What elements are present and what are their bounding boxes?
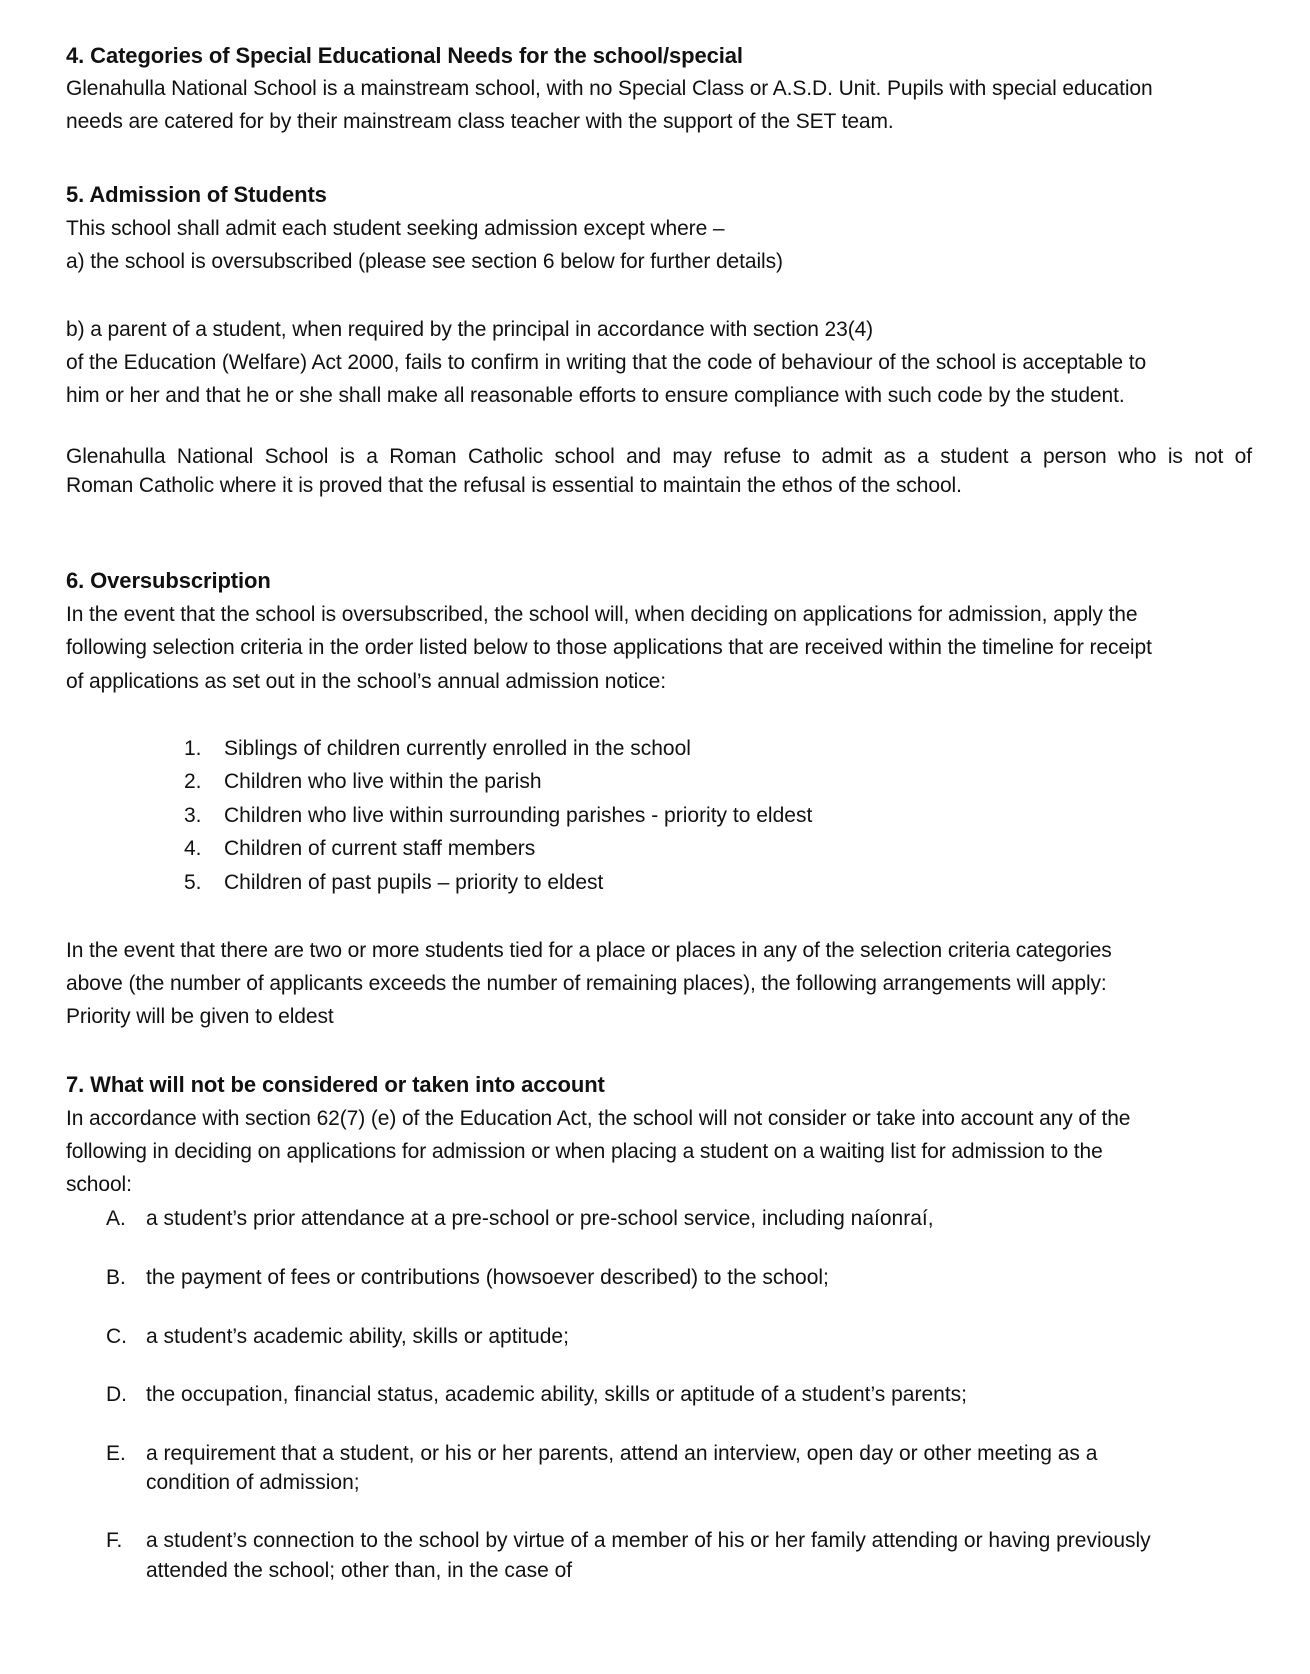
section-6-tie-line-1: In the event that there are two or more students tied for a place or places in any of the selection criteria categories [66,939,1112,962]
section-7-intro-line-1: In accordance with section 62(7) (e) of the Education Act, the school will not consider or take into account any of the [66,1107,1131,1130]
criteria-number: 4. [184,837,202,860]
factor-text: a student’s academic ability, skills or aptitude; [146,1325,569,1348]
factor-letter: F. [106,1529,123,1552]
section-6-intro-line-1: In the event that the school is oversubscribed, the school will, when deciding on applications for admission, apply the [66,603,1138,626]
factor-text-continued: attended the school; other than, in the case of [146,1559,573,1582]
factor-letter: D. [106,1383,127,1406]
section-4-text-line-2: needs are catered for by their mainstream class teacher with the support of the SET team. [66,110,894,133]
factor-letter: B. [106,1266,126,1289]
criteria-text: Children who live within surrounding parishes - priority to eldest [224,804,813,827]
section-7-intro-line-3: school: [66,1173,132,1196]
factor-text: a student’s connection to the school by virtue of a member of his or her family attending or having previously [146,1529,1151,1552]
section-5-item-a: a) the school is oversubscribed (please see section 6 below for further details) [66,250,783,273]
factor-letter: C. [106,1325,127,1348]
section-6-heading: 6. Oversubscription [66,568,271,593]
section-5-intro: This school shall admit each student seeking admission except where – [66,217,725,240]
factor-text: a student’s prior attendance at a pre-school or pre-school service, including naíonraí, [146,1207,934,1230]
criteria-number: 2. [184,770,202,793]
factor-text: the occupation, financial status, academic ability, skills or aptitude of a student’s parents; [146,1383,968,1406]
section-7-intro-line-2: following in deciding on applications for admission or when placing a student on a waiting list for admission to the [66,1140,1103,1163]
criteria-text: Children of current staff members [224,837,536,860]
section-6-tie-line-3: Priority will be given to eldest [66,1005,334,1028]
section-5-catholic-line-1: Glenahulla National School is a Roman Catholic school and may refuse to admit as a student a person who is not of [66,445,1252,468]
criteria-text: Children who live within the parish [224,770,542,793]
factor-text: the payment of fees or contributions (howsoever described) to the school; [146,1266,829,1289]
section-6-tie-line-2: above (the number of applicants exceeds the number of remaining places), the following arrangements will apply: [66,972,1107,995]
criteria-number: 5. [184,871,202,894]
section-6-intro-line-3: of applications as set out in the school’s annual admission notice: [66,670,666,693]
factor-text-continued: condition of admission; [146,1471,360,1494]
section-7-heading: 7. What will not be considered or taken into account [66,1072,605,1097]
criteria-text: Children of past pupils – priority to eldest [224,871,604,894]
criteria-number: 3. [184,804,202,827]
section-5-item-b-line-3: him or her and that he or she shall make all reasonable efforts to ensure compliance with such code by the student. [66,384,1125,407]
section-5-item-b-line-1: b) a parent of a student, when required by the principal in accordance with section 23(4) [66,318,874,341]
section-4-text-line-1: Glenahulla National School is a mainstream school, with no Special Class or A.S.D. Unit. Pupils with special education [66,77,1153,100]
factor-letter: A. [106,1207,126,1230]
criteria-number: 1. [184,737,202,760]
section-5-heading: 5. Admission of Students [66,182,327,207]
section-4-heading: 4. Categories of Special Educational Needs for the school/special [66,43,743,68]
section-5-catholic-line-2: Roman Catholic where it is proved that the refusal is essential to maintain the ethos of the school. [66,474,962,497]
factor-text: a requirement that a student, or his or her parents, attend an interview, open day or other meeting as a [146,1442,1098,1465]
criteria-text: Siblings of children currently enrolled in the school [224,737,691,760]
section-5-item-b-line-2: of the Education (Welfare) Act 2000, fails to confirm in writing that the code of behaviour of the school is acceptable to [66,351,1147,374]
factor-letter: E. [106,1442,126,1465]
section-6-intro-line-2: following selection criteria in the order listed below to those applications that are received within the timeline for receipt [66,636,1152,659]
